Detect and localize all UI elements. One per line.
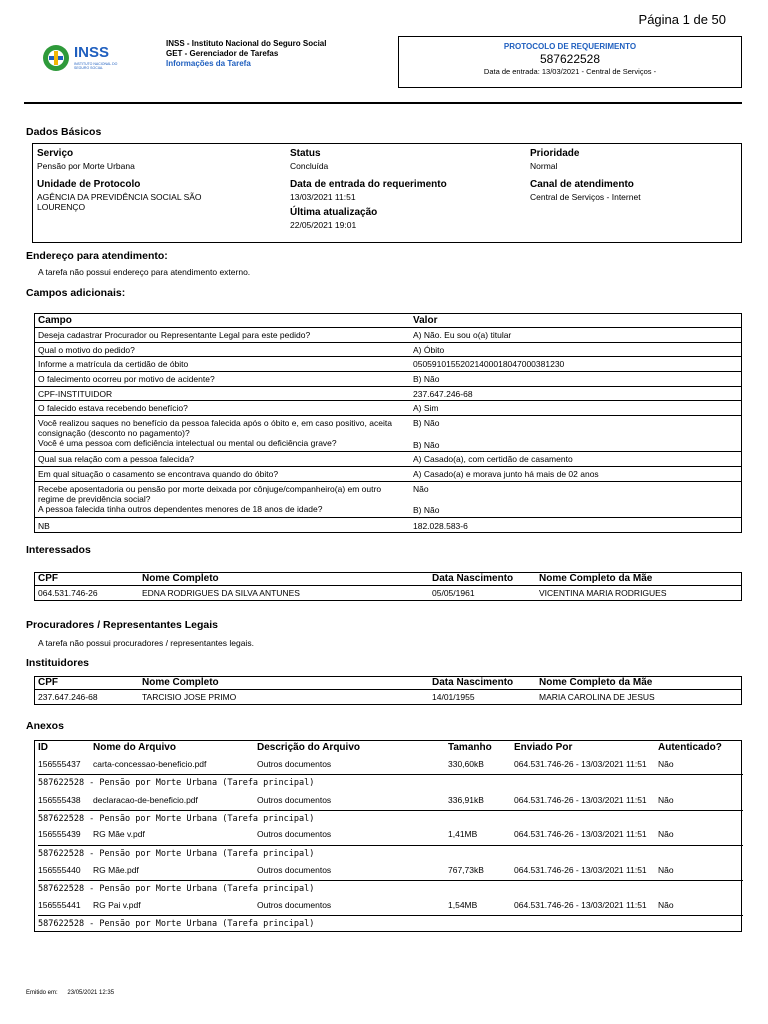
tarefa-row: 587622528 - Pensão por Morte Urbana (Tarefa principal) — [38, 774, 743, 788]
logo-subtitle: INSTITUTO NACIONAL DO SEGURO SOCIAL — [74, 62, 118, 70]
table-row — [35, 438, 741, 450]
valor-cell: B) Não — [413, 440, 440, 450]
instituidores-table — [34, 676, 742, 705]
table-row — [35, 342, 741, 357]
col-nascimento: Data Nascimento — [432, 677, 514, 688]
table-row — [35, 481, 741, 504]
nome-cell: TARCISIO JOSE PRIMO — [142, 692, 237, 702]
campo-cell: Você realizou saques no benefício da pessoa falecida após o óbito e, em caso positivo, aceita consignação (desconto no pagamento)? — [38, 418, 392, 438]
interessados-table — [34, 572, 742, 601]
logo-text: INSS — [74, 44, 110, 61]
campo-cell: O falecimento ocorreu por motivo de acidente? — [38, 374, 215, 384]
enviado-cell: 064.531.746-26 - 13/03/2021 11:51 — [514, 829, 647, 839]
atualizacao-label: Última atualização — [290, 207, 378, 218]
section-title-interessados: Interessados — [26, 544, 91, 556]
descricao-cell: Outros documentos — [257, 900, 332, 910]
table-row — [35, 466, 741, 481]
col-nome: Nome Completo — [142, 677, 219, 688]
col-descricao: Descrição do Arquivo — [257, 742, 360, 753]
emitido-value: 23/05/2021 12:35 — [67, 990, 115, 996]
protocol-title: PROTOCOLO DE REQUERIMENTO — [503, 42, 637, 51]
id-cell: 156555441 — [38, 900, 81, 910]
nome-cell: EDNA RODRIGUES DA SILVA ANTUNES — [142, 588, 300, 598]
org-line-3: Informações da Tarefa — [166, 59, 251, 68]
autenticado-cell: Não — [658, 759, 674, 769]
unidade-label: Unidade de Protocolo — [37, 179, 141, 190]
prioridade-value: Normal — [530, 161, 558, 171]
descricao-cell: Outros documentos — [257, 759, 332, 769]
valor-cell: B) Não — [413, 374, 440, 384]
org-line-1: INSS - Instituto Nacional do Seguro Social — [166, 39, 327, 48]
id-cell: 156555440 — [38, 865, 81, 875]
servico-value: Pensão por Morte Urbana — [37, 161, 135, 171]
arquivo-link[interactable]: RG Mãe v.pdf — [93, 829, 145, 839]
valor-cell: A) Casado(a), com certidão de casamento — [413, 454, 573, 464]
col-mae: Nome Completo da Mãe — [539, 677, 653, 688]
table-row — [35, 327, 741, 342]
campo-cell: O falecido estava recebendo benefício? — [38, 403, 188, 413]
enviado-cell: 064.531.746-26 - 13/03/2021 11:51 — [514, 759, 647, 769]
mae-cell: VICENTINA MARIA RODRIGUES — [539, 588, 667, 598]
page-number: Página 1 de 50 — [638, 12, 726, 27]
col-autenticado: Autenticado? — [658, 742, 722, 753]
header-divider — [24, 102, 742, 104]
table-row — [35, 503, 741, 517]
col-nome: Nome Completo — [142, 573, 219, 584]
campo-cell: Informe a matrícula da certidão de óbito — [38, 359, 189, 369]
col-mae: Nome Completo da Mãe — [539, 573, 653, 584]
tamanho-cell: 330,60kB — [448, 759, 484, 769]
tarefa-row: 587622528 - Pensão por Morte Urbana (Tarefa principal) — [38, 810, 743, 824]
org-line-2: GET - Gerenciador de Tarefas — [166, 49, 279, 58]
campos-table — [34, 313, 742, 533]
section-title-basic: Dados Básicos — [26, 126, 102, 138]
arquivo-link[interactable]: RG Mãe.pdf — [93, 865, 139, 875]
endereco-text: A tarefa não possui endereço para atendimento externo. — [38, 267, 251, 277]
protocol-box — [398, 36, 742, 88]
descricao-cell: Outros documentos — [257, 829, 332, 839]
arquivo-link[interactable]: RG Pai v.pdf — [93, 900, 141, 910]
autenticado-cell: Não — [658, 865, 674, 875]
id-cell: 156555438 — [38, 795, 81, 805]
status-label: Status — [290, 148, 321, 159]
campo-cell: CPF-INSTITUIDOR — [38, 389, 113, 399]
campo-cell: Recebe aposentadoria ou pensão por morte deixada por cônjuge/companheiro(a) em outro regime de previdência social? — [38, 484, 382, 504]
col-nome-arquivo: Nome do Arquivo — [93, 742, 176, 753]
campo-cell: Qual o motivo do pedido? — [38, 345, 135, 355]
mae-cell: MARIA CAROLINA DE JESUS — [539, 692, 655, 702]
enviado-cell: 064.531.746-26 - 13/03/2021 11:51 — [514, 900, 647, 910]
section-title-instituidores: Instituidores — [26, 657, 90, 669]
descricao-cell: Outros documentos — [257, 795, 332, 805]
campos-header-campo: Campo — [38, 315, 72, 326]
inss-logo — [40, 40, 130, 76]
section-title-endereco: Endereço para atendimento: — [26, 250, 168, 262]
campo-cell: A pessoa falecida tinha outros dependentes menores de 18 anos de idade? — [38, 504, 323, 514]
unidade-value: AGÊNCIA DA PREVIDÊNCIA SOCIAL SÃO LOURENÇO — [37, 192, 202, 212]
entrada-label: Data de entrada do requerimento — [290, 179, 447, 190]
id-cell: 156555439 — [38, 829, 81, 839]
valor-cell: B) Não — [413, 418, 440, 428]
id-cell: 156555437 — [38, 759, 81, 769]
emitido-label: Emitido em: — [26, 990, 58, 996]
col-enviado-por: Enviado Por — [514, 742, 573, 753]
autenticado-cell: Não — [658, 795, 674, 805]
autenticado-cell: Não — [658, 829, 674, 839]
table-row — [35, 356, 741, 371]
section-title-anexos: Anexos — [26, 720, 64, 732]
table-row — [35, 400, 741, 415]
campo-cell: Em qual situação o casamento se encontrava quando do óbito? — [38, 469, 279, 479]
valor-cell: A) Casado(a) e morava junto há mais de 02 anos — [413, 469, 599, 479]
table-row — [35, 386, 741, 401]
atualizacao-value: 22/05/2021 19:01 — [290, 220, 357, 230]
section-title-campos: Campos adicionais: — [26, 287, 126, 299]
tamanho-cell: 1,54MB — [448, 900, 478, 910]
table-row — [35, 585, 741, 601]
canal-value: Central de Serviços - Internet — [530, 192, 641, 202]
nascimento-cell: 05/05/1961 — [432, 588, 475, 598]
table-row — [35, 451, 741, 466]
entrada-value: 13/03/2021 11:51 — [290, 192, 356, 202]
header-org — [166, 39, 326, 69]
col-nascimento: Data Nascimento — [432, 573, 514, 584]
valor-cell: 182.028.583-6 — [413, 521, 468, 531]
campo-cell: NB — [38, 521, 50, 531]
col-cpf: CPF — [38, 573, 58, 584]
campo-cell: Você é uma pessoa com deficiência intelectual ou mental ou deficiência grave? — [38, 438, 337, 448]
table-header-row — [35, 741, 741, 755]
arquivo-link[interactable]: declaracao-de-beneficio.pdf — [93, 795, 198, 805]
col-tamanho: Tamanho — [448, 742, 492, 753]
valor-cell: A) Não. Eu sou o(a) titular — [413, 330, 512, 340]
table-row — [35, 371, 741, 386]
tarefa-row: 587622528 - Pensão por Morte Urbana (Tarefa principal) — [38, 880, 743, 894]
valor-cell: A) Sim — [413, 403, 439, 413]
valor-cell: 237.647.246-68 — [413, 389, 473, 399]
status-value: Concluída — [290, 161, 329, 171]
col-id: ID — [38, 742, 48, 753]
campo-cell: Deseja cadastrar Procurador ou Representante Legal para este pedido? — [38, 330, 311, 340]
valor-cell: 05059101552021400018047000381230 — [413, 359, 565, 369]
anexos-table — [34, 740, 742, 932]
tamanho-cell: 767,73kB — [448, 865, 484, 875]
tarefa-row: 587622528 - Pensão por Morte Urbana (Tarefa principal) — [38, 915, 743, 929]
campo-cell: Qual sua relação com a pessoa falecida? — [38, 454, 194, 464]
procuradores-text: A tarefa não possui procuradores / representantes legais. — [38, 638, 254, 648]
col-cpf: CPF — [38, 677, 58, 688]
nascimento-cell: 14/01/1955 — [432, 692, 475, 702]
tamanho-cell: 1,41MB — [448, 829, 478, 839]
table-row — [35, 517, 741, 533]
enviado-cell: 064.531.746-26 - 13/03/2021 11:51 — [514, 795, 647, 805]
enviado-cell: 064.531.746-26 - 13/03/2021 11:51 — [514, 865, 647, 875]
prioridade-label: Prioridade — [530, 148, 580, 159]
basic-data-box — [32, 143, 742, 243]
valor-cell: B) Não — [413, 505, 440, 515]
protocol-number: 587622528 — [539, 52, 601, 66]
cpf-cell: 237.647.246-68 — [38, 692, 98, 702]
canal-label: Canal de atendimento — [530, 179, 634, 190]
tamanho-cell: 336,91kB — [448, 795, 484, 805]
autenticado-cell: Não — [658, 900, 674, 910]
descricao-cell: Outros documentos — [257, 865, 332, 875]
cpf-cell: 064.531.746-26 — [38, 588, 98, 598]
servico-label: Serviço — [37, 148, 74, 159]
valor-cell: A) Óbito — [413, 345, 445, 355]
valor-cell: Não — [413, 484, 429, 494]
arquivo-link[interactable]: carta-concessao-beneficio.pdf — [93, 759, 207, 769]
table-row — [35, 689, 741, 705]
footer — [26, 990, 114, 996]
campos-header-valor: Valor — [413, 315, 438, 326]
table-row — [35, 415, 741, 438]
tarefa-row: 587622528 - Pensão por Morte Urbana (Tarefa principal) — [38, 845, 743, 859]
section-title-procuradores: Procuradores / Representantes Legais — [26, 619, 218, 631]
protocol-entry-date: Data de entrada: 13/03/2021 - Central de Serviços - — [483, 67, 657, 76]
